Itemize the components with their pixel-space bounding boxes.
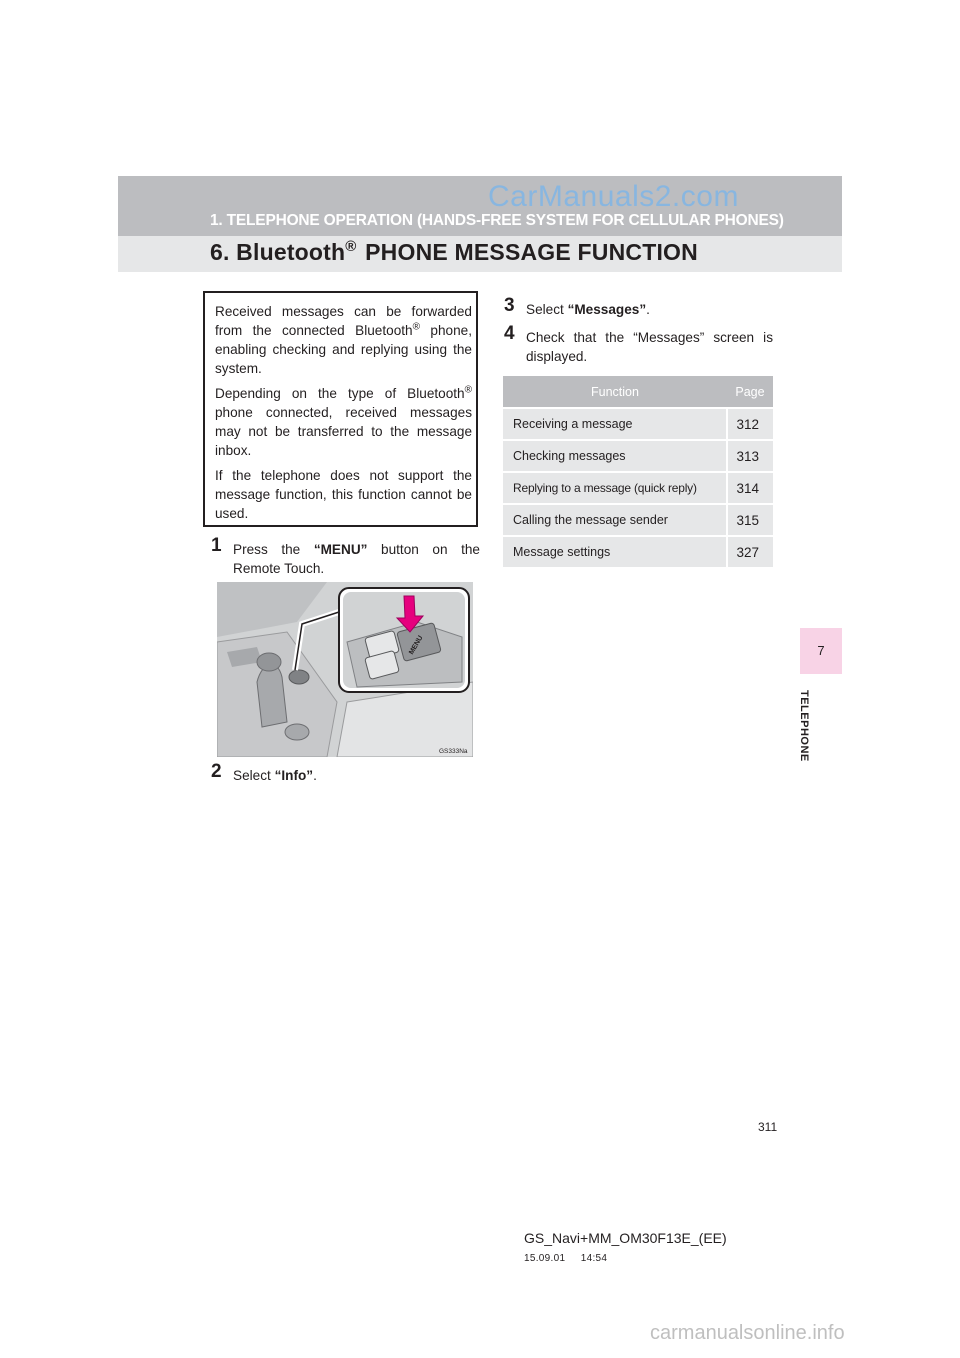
step-number: 2 [211, 761, 222, 782]
chapter-label: TELEPHONE [798, 690, 810, 762]
table-row [503, 504, 773, 536]
watermark-bottom: carmanualsonline.info [650, 1322, 845, 1344]
table-row [503, 408, 773, 440]
illustration-code: GS333Na [439, 748, 468, 755]
step-4: 4 Check that the “Messages” screen is displayed. [504, 323, 773, 364]
intro-paragraph: If the telephone does not support the message function, this function cannot be used. [215, 468, 472, 521]
function-table [503, 376, 773, 567]
column-header-function: Function [503, 376, 727, 408]
table-row [503, 472, 773, 504]
chapter-number: 7 [817, 643, 825, 658]
step-number: 3 [504, 295, 515, 316]
chapter-tab[interactable] [800, 628, 842, 674]
document-code: GS_Navi+MM_OM30F13E_(EE) [524, 1230, 727, 1246]
table-row [503, 536, 773, 567]
page-cell[interactable]: 315 [727, 504, 773, 536]
step-number: 1 [211, 535, 222, 556]
table-header-row [503, 376, 773, 408]
page-cell[interactable]: 314 [727, 472, 773, 504]
table-row [503, 440, 773, 472]
menu-button-label: MENU [408, 634, 425, 656]
document-date: 15.09.01 14:54 [524, 1253, 608, 1264]
step-number: 4 [504, 323, 515, 344]
intro-paragraph: Received messages can be forwarded from the connected Bluetooth® phone, enabling checking and replying using the system. [215, 304, 472, 376]
page-number: 311 [758, 1120, 778, 1134]
page-cell[interactable]: 312 [727, 408, 773, 440]
remote-touch-illustration [217, 582, 473, 757]
function-cell: Message settings [503, 536, 727, 567]
page-title: 6. Bluetooth® PHONE MESSAGE FUNCTION [210, 238, 698, 265]
function-cell: Receiving a message [503, 408, 727, 440]
function-cell: Replying to a message (quick reply) [503, 472, 727, 504]
section-label: 1. TELEPHONE OPERATION (HANDS-FREE SYSTEM FOR CELLULAR PHONES) [210, 212, 784, 229]
step-1: 1 Press the “MENU” button on the Remote Touch. [211, 535, 480, 576]
function-cell: Calling the message sender [503, 504, 727, 536]
intro-paragraph: Depending on the type of Bluetooth® phone connected, received messages may not be transferred to the message inbox. [215, 384, 472, 458]
function-cell: Checking messages [503, 440, 727, 472]
page-cell[interactable]: 327 [727, 536, 773, 567]
intro-box [203, 291, 478, 527]
step-3: 3 Select “Messages”. [504, 295, 650, 317]
step-2: 2 Select “Info”. [211, 761, 317, 783]
watermark-top: CarManuals2.com [488, 180, 739, 213]
page-cell[interactable]: 313 [727, 440, 773, 472]
column-header-page: Page [727, 376, 773, 408]
